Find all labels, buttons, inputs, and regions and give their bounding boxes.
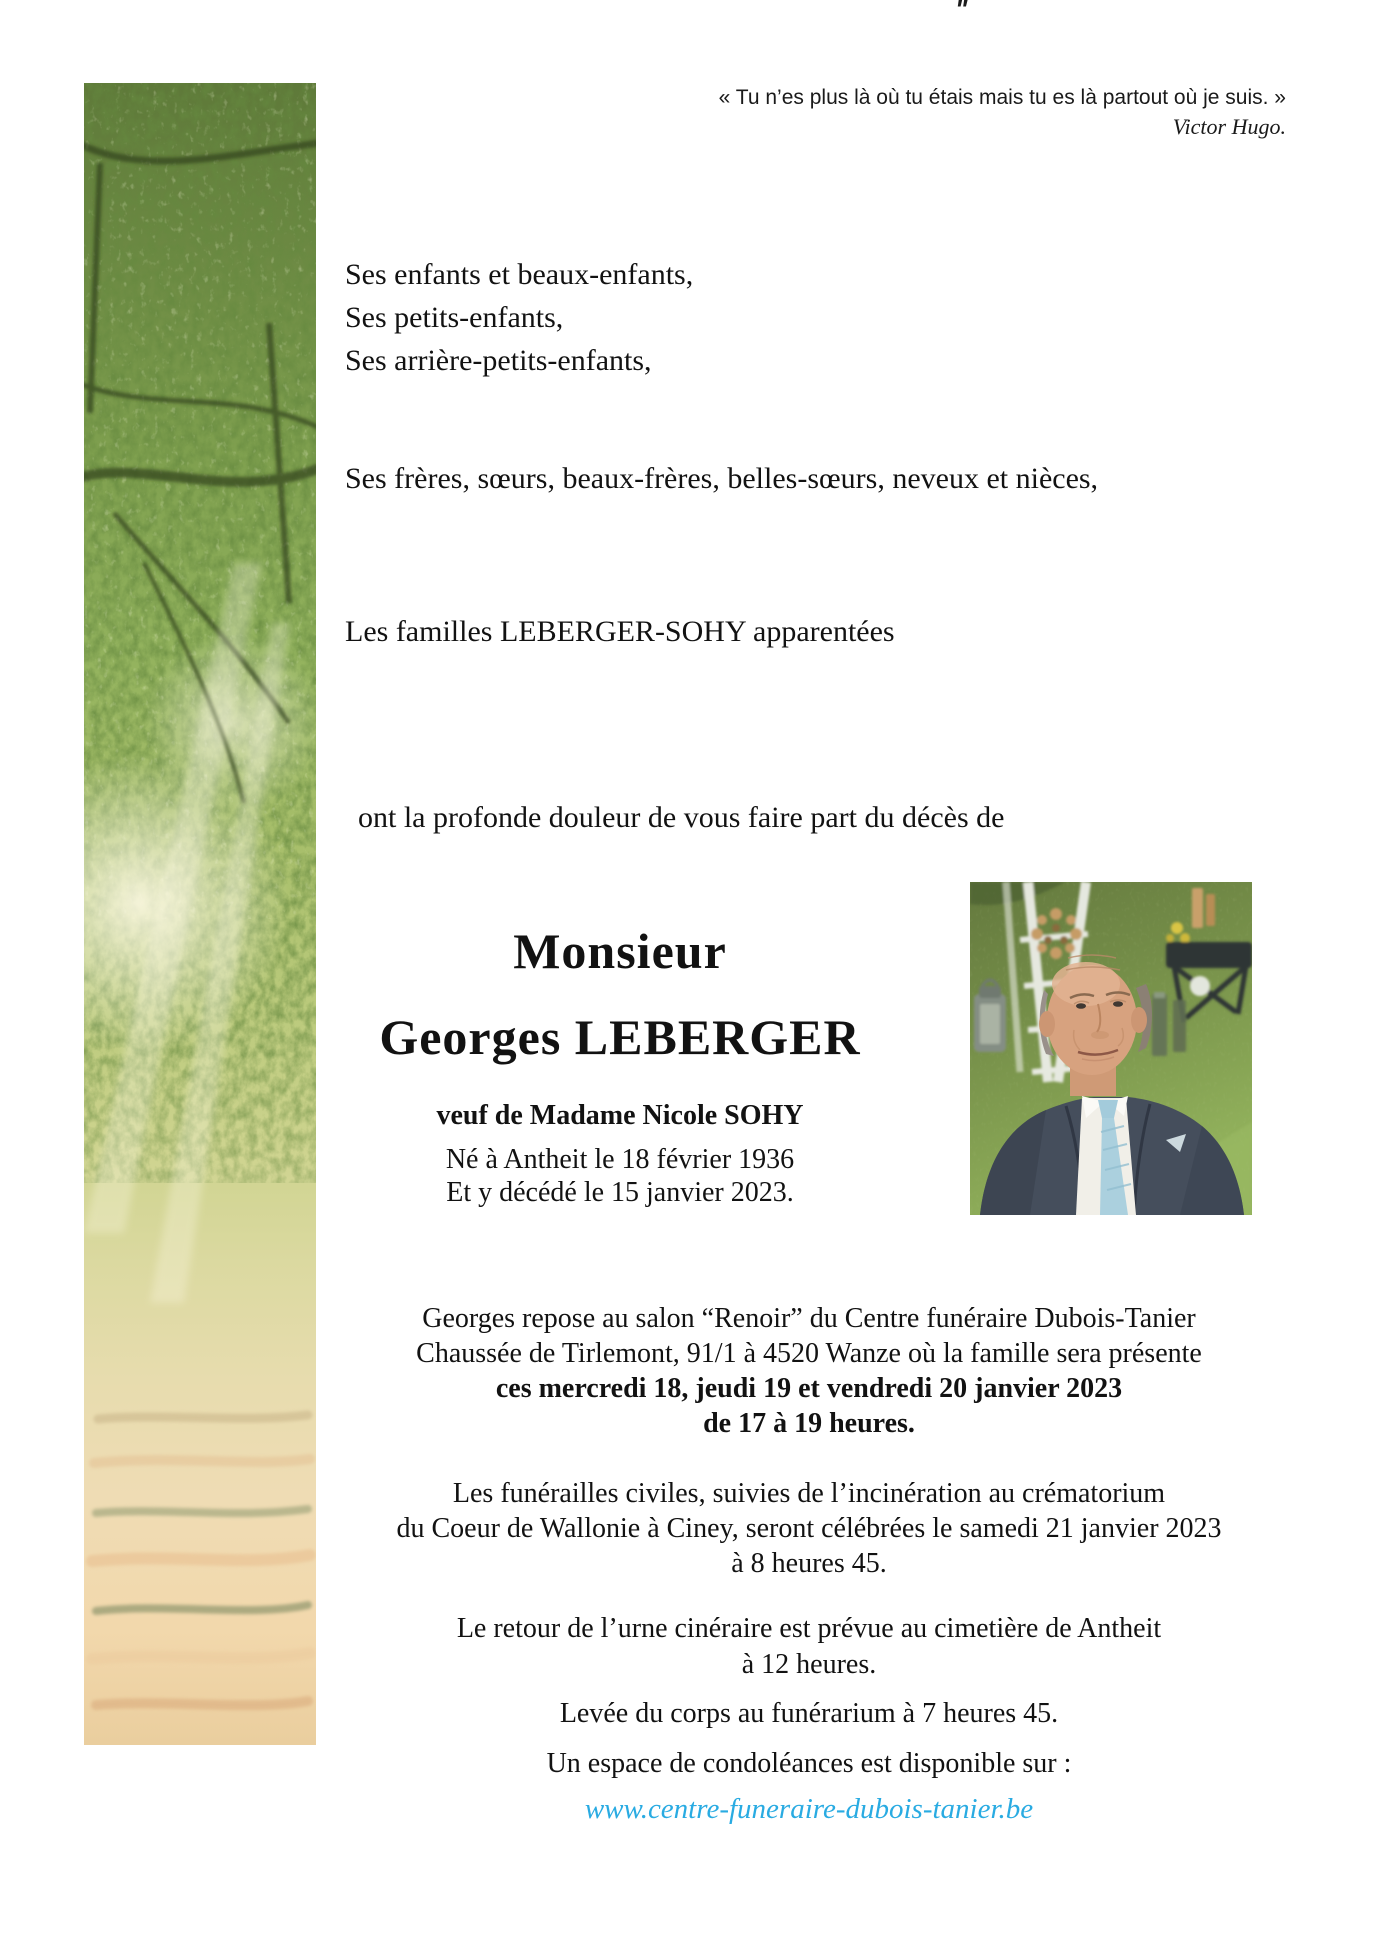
portrait-photo-graphic — [970, 882, 1252, 1215]
deceased-title: Monsieur — [513, 923, 727, 979]
announcement-line: ont la profonde douleur de vous faire part du décès de — [358, 801, 1005, 834]
quote-block — [719, 86, 1286, 140]
family-line-grandchildren: Ses petits-enfants, — [345, 301, 564, 334]
funeral-line-2: du Coeur de Wallonie à Ciney, seront célébrées le samedi 21 janvier 2023 — [396, 1513, 1222, 1544]
levee-line: Levée du corps au funérarium à 7 heures 45. — [559, 1698, 1059, 1729]
repose-line-2: Chaussée de Tirlemont, 91/1 à 4520 Wanze où la famille sera présente — [416, 1338, 1202, 1369]
urn-line-1: Le retour de l’urne cinéraire est prévue au cimetière de Antheit — [456, 1613, 1162, 1644]
condolences-line: Un espace de condoléances est disponible sur : — [546, 1748, 1072, 1779]
urn-line-2: à 12 heures. — [741, 1649, 877, 1680]
repose-dates-line: ces mercredi 18, jeudi 19 et vendredi 20 janvier 2023 — [495, 1373, 1123, 1404]
family-line-greatgrandchildren: Ses arrière-petits-enfants, — [345, 344, 652, 377]
website-link[interactable]: www.centre-funeraire-dubois-tanier.be — [584, 1793, 1034, 1825]
forest-path-photo — [84, 83, 316, 1745]
quote-text: « Tu n’es plus là où tu étais mais tu es là partout où je suis. » — [718, 86, 1286, 109]
quote-attribution: Victor Hugo. — [1172, 114, 1286, 139]
family-line-siblings: Ses frères, sœurs, beaux-frères, belles-sœurs, neveux et nièces, — [345, 462, 1099, 495]
repose-line-1: Georges repose au salon “Renoir” du Centre funéraire Dubois-Tanier — [422, 1303, 1196, 1334]
stray-quote-mark: " — [955, 0, 968, 24]
portrait-photo — [970, 882, 1252, 1215]
deceased-birth-line: Né à Antheit le 18 février 1936 — [445, 1144, 795, 1175]
deceased-death-line: Et y décédé le 15 janvier 2023. — [446, 1177, 794, 1208]
funeral-line-1: Les funérailles civiles, suivies de l’incinération au crématorium — [452, 1478, 1166, 1509]
funeral-line-3: à 8 heures 45. — [731, 1548, 887, 1579]
deceased-relation: veuf de Madame Nicole SOHY — [436, 1100, 804, 1131]
family-line-children: Ses enfants et beaux-enfants, — [345, 258, 694, 291]
forest-path-photo-graphic — [84, 83, 316, 1745]
deceased-name: Georges LEBERGER — [379, 1009, 861, 1065]
family-line-families: Les familles LEBERGER-SOHY apparentées — [345, 615, 895, 648]
repose-hours-line: de 17 à 19 heures. — [703, 1408, 915, 1439]
